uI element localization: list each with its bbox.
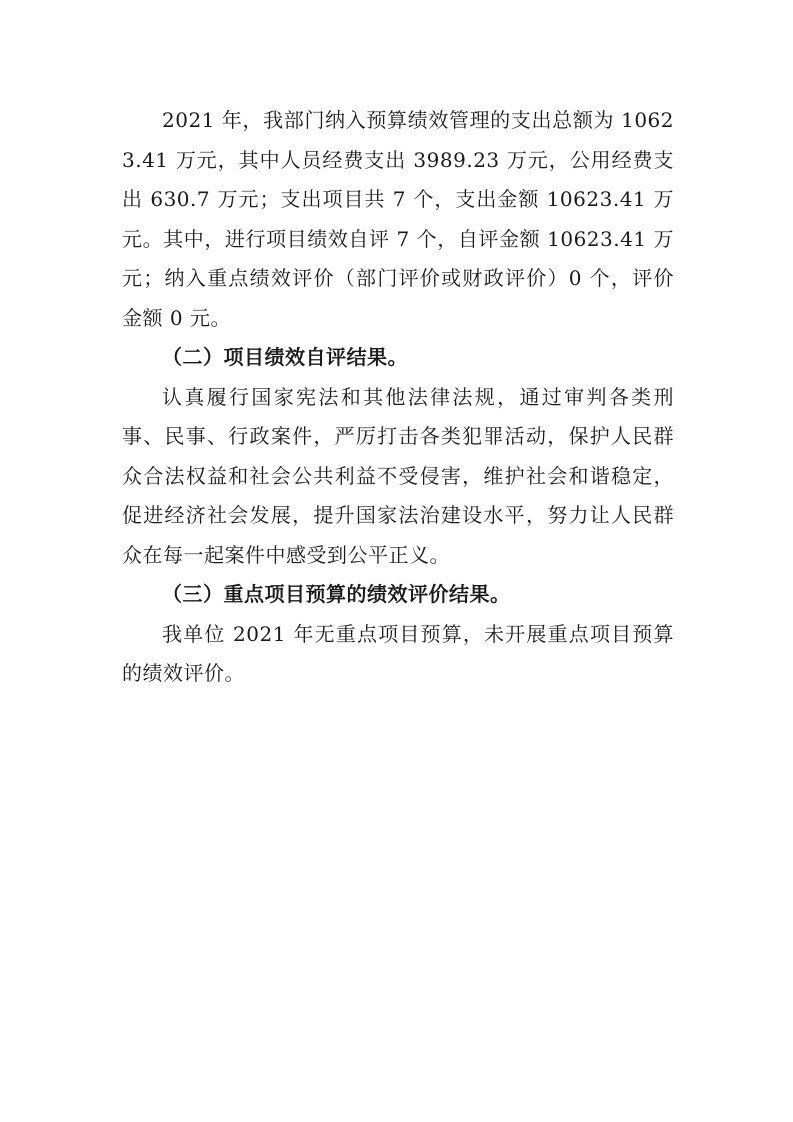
- paragraph-budget-summary: 2021 年，我部门纳入预算绩效管理的支出总额为 10623.41 万元，其中人员经费支出 3989.23 万元，公用经费支出 630.7 万元；支出项目共 7 个，支出金额 10623.41 万元。其中，进行项目绩效自评 7 个，自评金额 10623.41 万元；纳入重点绩效评价（部门评价或财政评价）0 个，评价金额 0 元。: [122, 108, 674, 330]
- section-heading-key-project-evaluation: （三）重点项目预算的绩效评价结果。: [162, 582, 511, 606]
- paragraph-key-project-result: 我单位 2021 年无重点项目预算，未开展重点项目预算的绩效评价。: [122, 621, 674, 685]
- document-body: [122, 101, 674, 694]
- section-heading-self-evaluation: （二）项目绩效自评结果。: [162, 345, 408, 369]
- paragraph-self-evaluation-result: 认真履行国家宪法和其他法律法规，通过审判各类刑事、民事、行政案件，严厉打击各类犯罪活动，保护人民群众合法权益和社会公共利益不受侵害，维护社会和谐稳定，促进经济社会发展，提升国家法治建设水平，努力让人民群众在每一起案件中感受到公平正义。: [122, 384, 674, 567]
